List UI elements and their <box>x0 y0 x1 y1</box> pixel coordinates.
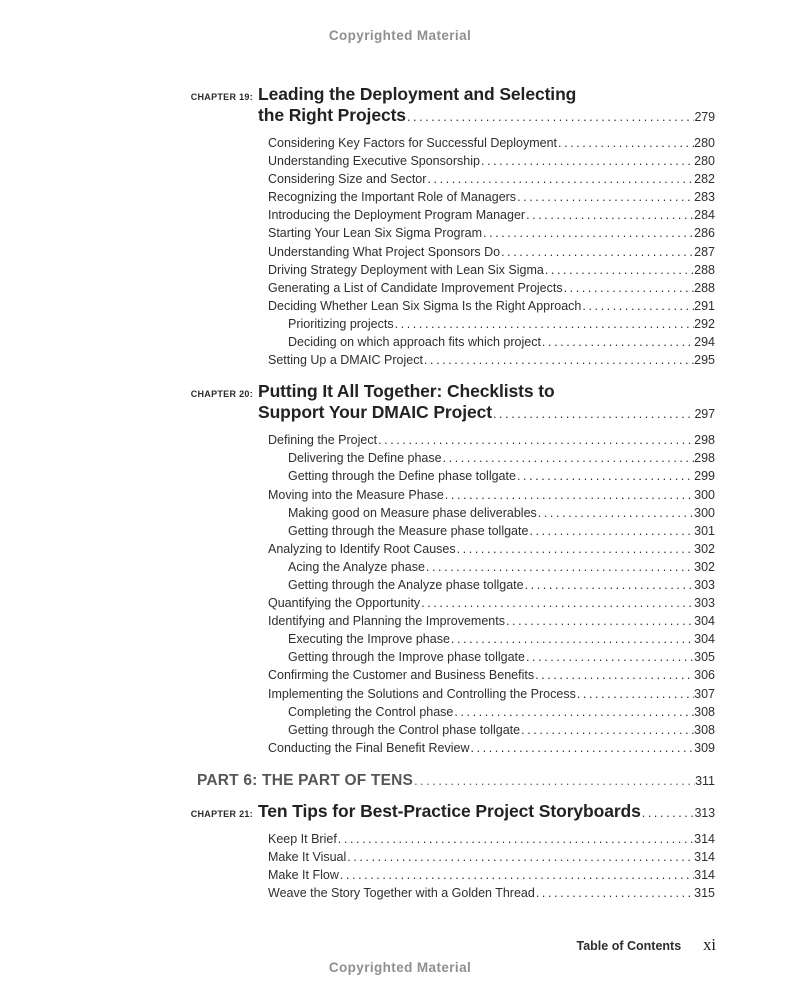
toc-entry <box>148 884 715 902</box>
toc-entry <box>148 594 715 612</box>
dot-leader <box>582 297 694 315</box>
chapter-title-text: the Right Projects <box>258 105 406 125</box>
toc-entry-title: Defining the Project <box>268 433 378 448</box>
toc-entry-title: Considering Size and Sector <box>268 172 427 187</box>
chapter-entries <box>148 134 715 369</box>
toc-entry-title: Moving into the Measure Phase <box>268 487 444 502</box>
chapter-entries <box>148 830 715 902</box>
dot-leader <box>426 558 694 576</box>
dot-leader <box>517 467 694 485</box>
dot-leader <box>481 152 694 170</box>
chapter-title-line <box>258 801 715 824</box>
toc-entry-title: Setting Up a DMAIC Project <box>268 353 423 368</box>
toc-entry <box>148 431 715 449</box>
dot-leader <box>451 630 694 648</box>
part-heading-title: PART 6: THE PART OF TENS <box>197 771 414 789</box>
toc-entry-page-number: 305 <box>694 650 715 665</box>
toc-entry <box>148 351 715 369</box>
toc-entry-page-number: 300 <box>694 487 715 502</box>
toc-entry-page-number: 302 <box>694 541 715 556</box>
toc-entry-page-number: 301 <box>694 523 715 538</box>
part-page-number: 311 <box>695 773 715 788</box>
toc-entry-title: Introducing the Deployment Program Manager <box>268 208 526 223</box>
toc-entry-page-number: 288 <box>694 280 715 295</box>
toc-entry-page-number: 307 <box>694 686 715 701</box>
toc-entry <box>148 866 715 884</box>
chapter-heading <box>148 801 715 824</box>
copyright-notice-bottom: Copyrighted Material <box>328 960 472 975</box>
footer-page-number: xi <box>703 935 716 954</box>
toc-entry-page-number: 280 <box>694 154 715 169</box>
chapter-label: CHAPTER 19: <box>190 92 253 102</box>
toc-entry-page-number: 291 <box>694 298 715 313</box>
toc-entry <box>148 467 715 485</box>
toc-entry <box>148 261 715 279</box>
toc-entry-page-number: 292 <box>694 316 715 331</box>
chapter-title-line <box>258 402 715 425</box>
toc-entry-title: Implementing the Solutions and Controlling the Process <box>268 686 576 701</box>
copyright-notice-top: Copyrighted Material <box>328 28 472 43</box>
toc-entry-title: Getting through the Improve phase tollgate <box>288 650 525 665</box>
dot-leader <box>483 224 694 242</box>
toc-entry-title: Starting Your Lean Six Sigma Program <box>268 226 483 241</box>
toc-entry-page-number: 303 <box>694 577 715 592</box>
toc-entry-page-number: 288 <box>694 262 715 277</box>
toc-entry <box>148 134 715 152</box>
toc-entry-page-number: 299 <box>694 469 715 484</box>
toc-entry <box>148 170 715 188</box>
toc-entry-page-number: 298 <box>694 433 715 448</box>
chapter-page-number: 297 <box>694 407 715 422</box>
chapter-label: CHAPTER 21: <box>190 808 253 819</box>
dot-leader <box>395 315 695 333</box>
toc-entry <box>148 188 715 206</box>
dot-leader <box>493 404 694 425</box>
toc-entry-page-number: 283 <box>694 190 715 205</box>
dot-leader <box>526 206 694 224</box>
dot-leader <box>545 261 694 279</box>
toc-entry-page-number: 308 <box>694 722 715 737</box>
toc-entry-page-number: 308 <box>694 704 715 719</box>
chapter-title-line: Leading the Deployment and Selecting <box>258 84 577 104</box>
part-heading <box>197 771 715 791</box>
dot-leader <box>525 576 695 594</box>
toc-entry-page-number: 284 <box>694 208 715 223</box>
toc-entry-page-number: 295 <box>694 353 715 368</box>
toc-entry-title: Getting through the Measure phase tollgate <box>288 523 529 538</box>
toc-entry <box>148 297 715 315</box>
dot-leader <box>542 333 694 351</box>
toc-entry-page-number: 287 <box>694 244 715 259</box>
toc-entry-title: Making good on Measure phase deliverables <box>288 505 537 520</box>
chapter-heading <box>148 381 715 425</box>
dot-leader <box>347 848 694 866</box>
toc-entry <box>148 243 715 261</box>
chapter-title-line: Putting It All Together: Checklists to <box>258 381 555 402</box>
toc-entry <box>148 739 715 757</box>
toc-entry <box>148 648 715 666</box>
chapter-title-text: Support Your DMAIC Project <box>258 402 492 423</box>
toc-entry-title: Understanding Executive Sponsorship <box>268 154 480 169</box>
dot-leader <box>521 721 694 739</box>
dot-leader <box>378 431 694 449</box>
toc-entry-page-number: 314 <box>694 850 715 864</box>
toc-entry-title: Deciding on which approach fits which project <box>288 335 541 350</box>
dot-leader <box>529 522 694 540</box>
toc-entry-page-number: 304 <box>694 632 715 647</box>
toc-entry <box>148 703 715 721</box>
toc-entry-title: Driving Strategy Deployment with Lean Six Sigma <box>268 262 544 277</box>
toc-entry-page-number: 298 <box>694 451 715 466</box>
dot-leader <box>501 243 694 261</box>
toc-entry-title: Confirming the Customer and Business Benefits <box>268 668 535 683</box>
page-footer <box>577 935 716 955</box>
chapter-title <box>258 84 715 128</box>
toc-entry-title: Keep It Brief <box>268 831 337 846</box>
chapter-section <box>148 84 715 369</box>
toc-entry-page-number: 314 <box>694 831 715 846</box>
dot-leader <box>517 188 694 206</box>
toc-entry-title: Analyzing to Identify Root Causes <box>268 541 456 556</box>
toc-entry-title: Considering Key Factors for Successful Deployment <box>268 136 558 150</box>
chapter-heading <box>148 84 715 128</box>
dot-leader <box>471 739 695 757</box>
toc-entry-title: Completing the Control phase <box>288 704 454 719</box>
dot-leader <box>535 666 694 684</box>
chapter-title-text: Ten Tips for Best-Practice Project Storyboards <box>258 800 641 821</box>
dot-leader <box>454 703 694 721</box>
toc-entry <box>148 666 715 684</box>
chapter-section <box>148 381 715 757</box>
dot-leader <box>558 134 694 152</box>
toc-entry-page-number: 294 <box>694 335 715 350</box>
dot-leader <box>443 449 695 467</box>
toc-entry <box>148 315 715 333</box>
toc-entry-page-number: 280 <box>694 136 715 150</box>
toc-entry-page-number: 309 <box>694 740 715 755</box>
toc-entry-page-number: 304 <box>694 614 715 629</box>
chapter-title-line <box>258 105 715 128</box>
toc-entry <box>148 279 715 297</box>
dot-leader <box>421 594 694 612</box>
toc-entry-title: Acing the Analyze phase <box>288 559 425 574</box>
toc-entry <box>148 522 715 540</box>
dot-leader <box>642 803 695 824</box>
toc-entry <box>148 630 715 648</box>
toc-entry-title: Delivering the Define phase <box>288 451 442 466</box>
toc-entry-title: Generating a List of Candidate Improvement Projects <box>268 280 563 295</box>
dot-leader <box>407 107 694 128</box>
toc-entry <box>148 449 715 467</box>
toc-entry-page-number: 302 <box>694 559 715 574</box>
toc-entry-page-number: 282 <box>694 172 715 187</box>
toc-entry-page-number: 286 <box>694 226 715 241</box>
dot-leader <box>506 612 694 630</box>
toc-entry-title: Recognizing the Important Role of Managers <box>268 190 517 205</box>
toc-entry <box>148 486 715 504</box>
footer-section-label: Table of Contents <box>576 939 682 953</box>
toc-entry-title: Getting through the Define phase tollgate <box>288 469 516 484</box>
toc-entry <box>148 721 715 739</box>
toc-entry <box>148 685 715 703</box>
toc-entry-title: Make It Visual <box>268 850 347 864</box>
dot-leader <box>414 771 695 791</box>
toc-entry <box>148 576 715 594</box>
toc-entry <box>148 152 715 170</box>
dot-leader <box>536 884 694 902</box>
chapter-title <box>258 381 715 425</box>
dot-leader <box>340 866 694 884</box>
toc-entry-title: Identifying and Planning the Improvements <box>268 614 505 629</box>
toc-entry-title: Understanding What Project Sponsors Do <box>268 244 501 259</box>
chapter-page-number: 279 <box>694 110 715 124</box>
toc-entry <box>148 540 715 558</box>
dot-leader <box>577 685 694 703</box>
toc-entry-title: Executing the Improve phase <box>288 632 450 647</box>
toc-entry-title: Getting through the Control phase tollgate <box>288 722 521 737</box>
toc-entry <box>148 504 715 522</box>
toc-entry <box>148 333 715 351</box>
dot-leader <box>424 351 694 369</box>
dot-leader <box>427 170 694 188</box>
dot-leader <box>564 279 695 297</box>
toc-entry-title: Weave the Story Together with a Golden Thread <box>268 886 535 901</box>
toc-entry <box>148 612 715 630</box>
toc-entry-title: Prioritizing projects <box>288 316 394 331</box>
toc-entry <box>148 206 715 224</box>
chapter-entries <box>148 431 715 757</box>
toc-entry-title: Quantifying the Opportunity <box>268 596 421 611</box>
toc-entry-page-number: 314 <box>694 868 715 883</box>
toc-entry <box>148 830 715 848</box>
dot-leader <box>526 648 694 666</box>
toc-entry <box>148 224 715 242</box>
dot-leader <box>457 540 695 558</box>
chapter-label: CHAPTER 20: <box>190 389 253 400</box>
dot-leader <box>338 830 694 848</box>
toc-entry-title: Make It Flow <box>268 868 339 883</box>
toc-entry-title: Conducting the Final Benefit Review <box>268 740 470 755</box>
chapter-section <box>148 801 715 902</box>
toc-entry-page-number: 306 <box>694 668 715 683</box>
toc <box>148 84 715 914</box>
toc-entry-page-number: 315 <box>694 886 715 901</box>
toc-entry-page-number: 300 <box>694 505 715 520</box>
toc-entry-title: Getting through the Analyze phase tollgate <box>288 577 524 592</box>
toc-entry <box>148 848 715 866</box>
toc-entry-title: Deciding Whether Lean Six Sigma Is the Right Approach <box>268 298 582 313</box>
dot-leader <box>445 486 694 504</box>
chapter-title <box>258 801 715 824</box>
dot-leader <box>538 504 694 522</box>
toc-entry <box>148 558 715 576</box>
toc-entry-page-number: 303 <box>694 596 715 611</box>
chapter-page-number: 313 <box>694 805 715 820</box>
